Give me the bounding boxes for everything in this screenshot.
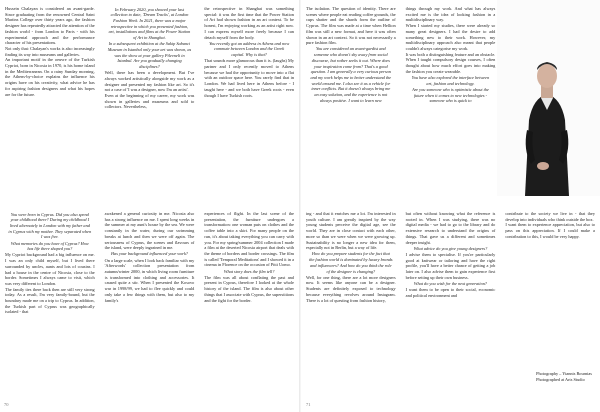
answer: awakened a general curiosity in me. Nicosia also has a strong influence on me. I spent long weeks in the summer at my aunt's house by the sea. We were constantly in the water, during our swimming breaks at lunch and then we were off again. The seriousness of Cyprus, the scenes and flavours of the island, were deeply ingrained in me. [104, 211, 195, 251]
answer: The isolation. The question of identity. There are scenes where people eat reading coffee grounds, the cups shatter and the shards form the outline of Cyprus. The film was made at a time when Hellion film was still a new format, and here it was often shown in an art context. So it was not necessarily a pure fashion film. [306, 6, 396, 46]
left-column-6 [199, 211, 299, 397]
question: In a subsequent exhibition at the Sakip Sabanci Museum in Istanbul only your art was shown, as was the show at your gallery Pilevneli in Istanbul. Are you gradually changing disciplines? [107, 41, 192, 70]
photo-credit-line: Photography – Yiannis Bournias [536, 371, 592, 376]
answer: contribute to the society we live in - that they develop into individuals who think outside the box. [505, 211, 595, 222]
photo-credit [536, 371, 592, 382]
answer: On a large scale, when I look back familiar with my 'Afterwords' collection presentation from autumn/winter 2000, in which living room furniture is transformed into clothing and accessories. It caused quite a stir. When I presented the Kosovo war in 1998/99, we had to flee quickly and could only take a few things with them, but also to my family's [104, 257, 195, 303]
right-column-1 [301, 6, 401, 202]
left-column-5 [100, 211, 200, 397]
right-page [301, 0, 600, 412]
answer: I want them to experience appreciation, but also to pass on this appreciation. If I could make a contribution to this, I would be very happy. [505, 222, 595, 239]
answer: but often without knowing what the reference is rooted in. When I was studying, there was no digital media - we had to go to the library and do extensive research to understand the origins of things. That gave us a different and sometimes deeper insight. [405, 211, 496, 245]
question: Are you someone who is optimistic about the future when it comes to new technologies - someone who is quick to [412, 86, 489, 104]
answer: That sounds more glamorous than it is. (laughs) My partner and I only recently moved to Athens because we had the opportunity to move into a flat with an outdoor space here. You rarely find that in London. We had lived here in Athens before - I taught here - and we both have Greek roots - even though I have Turkish roots. [204, 58, 294, 98]
left-column-3 [199, 6, 299, 202]
question: You are considered an avant-gardist and someone who doesn't shy away from social discourse, but rather seeks it out. Where does your inspiration come from? That's a good question. I am generally a very curious person and my work helps me to better understand the world around me. I also see it as a vehicle for inner conflicts. But it doesn't always bring me an easy solution, and the experience is not always positive. I want to learn new [310, 46, 392, 103]
left-bottom-row [0, 211, 299, 397]
left-page [0, 0, 299, 412]
intro-paragraph: Hussein Chalayan is considered an avant-garde. Since graduating from the renowned Central Saint Martins College over thirty years ago, the fashion designer has repeatedly attracted the attention of the fashion world - from London to Paris - with his experimental approach and the performance character of his presentations. [5, 6, 95, 46]
answer: ing - and that it enriches me a lot. I'm interested in youth culture. I am greatly inspired by the way young students perceive the digital age, see the world. They are in close contact with each other, more so than we were when we were growing up. Sustainability is no longer a new idea for them, especially not in Berlin, but a way of life. [306, 211, 396, 251]
answer: I advise them to specialise. If you're particularly good at knitwear or tailoring and have the right profile, you'll have a better chance of getting a job later on. I also advise them to gain experience first before setting up their own business. [405, 251, 496, 280]
left-column-1 [0, 6, 100, 202]
answer: things through my work. And what has always excited me is the idea of looking fashion in a multidisciplinary way. [405, 6, 496, 23]
answer: The family ties there back then are still very strong today. As a result, I'm very family-bound, but the boundary made me on a trip to Cyprus. In addition, the Turkish part of Cyprus was geographically isolated - that [5, 286, 95, 315]
question: You were born in Cyprus. Did you also spend your childhood there? During my childhood I lived alternately in London with my father and in Cyprus with my mother. They separated when I was five. [8, 211, 92, 240]
portrait-photo [497, 0, 600, 196]
right-column-4 [301, 211, 401, 397]
photo-credit-line: Photographed at Arts Studio [536, 376, 585, 382]
question: What do you wish for the next generation? [413, 280, 488, 286]
question: You recently got an address in Athens and now commute between London and the Greek capital. Why is that? [209, 40, 290, 58]
portrait-image [497, 0, 600, 196]
answer: the retrospective in Shanghai was something special: it was the first time that the Power Station of Art had shown fashion in an art context. To be honest, I'm enjoying working as an artist right now. I can express myself more freely because I can detach myself from the body. [204, 6, 294, 40]
answer: It was both a distinguishing feature and an obstacle. When I taught compulsory design courses, I often thought about how much effort goes into making the fashion you create wearable. [405, 51, 496, 74]
page-number: 70 [4, 402, 9, 407]
answer: Even at the beginning of my career, my work was shown in galleries and museums and sold to collectors. Nevertheless, [104, 93, 195, 110]
right-bottom-row [301, 211, 600, 397]
right-column-2 [401, 6, 501, 202]
question: What advice do you give young designers? [413, 245, 488, 251]
answer: When I started my studies, there were already so many great designers. I had the desire to add something new to their work. However, my multidisciplinary approach also meant that people couldn't always categorise my work. [405, 23, 496, 51]
question: You have also explored the interface between art, fashion and technology. [411, 74, 490, 86]
right-column-6 [500, 211, 600, 397]
answer: I want them to be open to their social, economic and political environment and [405, 287, 496, 298]
question: Has your background influenced your work? [110, 251, 189, 257]
question: In February 2020, you showed your last collection to date, 'Dream Tracks', at London Fashion Week. In 2021, there was a major retrospective in which you presented fashion, art, installations and films at the Power Station of Art in Shanghai. [108, 6, 191, 41]
left-column-4 [0, 211, 100, 397]
body-paragraph: An important motif in the oeuvre of the Turkish Cypriot, born in Nicosia in 1970, is his home island in the Mediterranean. On a rainy Sunday morning, the Athens-by-choice explains the influence his origins have on his creativity, what advice he has for aspiring fashion designers and what his hopes are for the future. [5, 57, 95, 97]
answer: My Cypriot background had a big influence on me. I was an only child myself, but I lived there surrounded by uncles, aunts and lots of cousins. I had a house in the centre of Nicosia, close to the border. Sometimes I always came to visit, which was very different to London. [5, 252, 95, 286]
left-column-2 [100, 6, 200, 202]
question: How do you prepare students for the fact that the fashion world is dominated by luxury brands and influencers? And how do you think the role of the designer is changing? [309, 251, 393, 274]
right-column-5 [401, 211, 501, 397]
answer: experiences of flight. In the last scene of the presentation, the furniture undergoes a transformation: one woman puts on clothes and the coffee table into a skirt. For many people on the run, it's about taking everything you can carry with you. For my spring/summer 2004 collection I made a film at the deserted Nicosia airport that deals with the theme of borders and border crossings. The film is called 'Temporal Meditations' and I showed it in a cinema in Florence on the occasion of Pitti Uomo. [204, 211, 294, 268]
answer: The film was all about conflating the past and present in Cyprus, therefore I looked at the whole history of the island. The film is also about other things that I associate with Cyprus, the superstitions and the fight for the border. [204, 274, 294, 303]
left-top-row [0, 6, 299, 202]
body-paragraph: Not only that: Chalayan's works is also increasingly finding its way into museums and galleries. [5, 45, 95, 57]
answer: Well, there has been a development. But I've always worked artistically alongside my work as a designer and presented my fashion like art. So it's not a case of 'I was a designer, now I'm an artist'. [104, 70, 195, 93]
answer: Well, for one thing, there are a lot more designers now. It seems like anyone can be a designer. Students are definitely exposed to technology because everything revolves around Instagram. There is a lot of questing from fashion history, [306, 274, 396, 303]
page-number: 71 [306, 402, 311, 407]
question: What story does the film tell? [223, 268, 275, 274]
question: What memories do you have of Cyprus? How has life there shaped you? [10, 240, 89, 252]
